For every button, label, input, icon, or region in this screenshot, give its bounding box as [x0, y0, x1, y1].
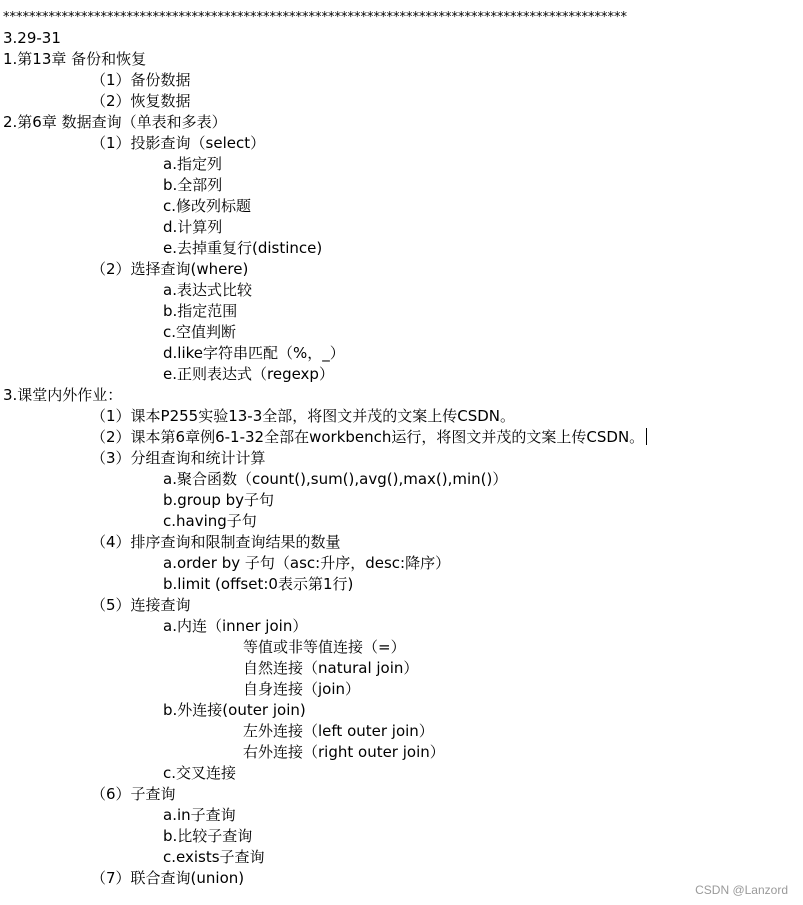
- sub-list-item: a.表达式比较: [163, 281, 252, 299]
- sub-list-item: b.group by子句: [163, 491, 275, 509]
- section-heading: 3.课堂内外作业：: [3, 386, 123, 404]
- sub-list-item: b.limit (offset:0表示第1行): [163, 575, 354, 593]
- text-cursor: [646, 428, 647, 445]
- sub-sub-list-item: 自然连接（natural join）: [243, 659, 419, 677]
- sub-list-item: c.exists子查询: [163, 848, 265, 866]
- sub-list-item: d.like字符串匹配（%，_）: [163, 344, 345, 362]
- sub-list-item: c.交叉连接: [163, 764, 237, 782]
- sub-list-item: a.in子查询: [163, 806, 236, 824]
- list-item: （3）分组查询和统计计算: [91, 449, 266, 467]
- document-body: [3, 7, 798, 889]
- sub-sub-list-item: 右外连接（right outer join）: [243, 743, 445, 761]
- sub-list-item: d.计算列: [163, 218, 223, 236]
- csdn-watermark: CSDN @Lanzord: [695, 883, 788, 897]
- section-heading: 1.第13章 备份和恢复: [3, 50, 147, 68]
- sub-list-item: b.指定范围: [163, 302, 238, 320]
- sub-sub-list-item: 左外连接（left outer join）: [243, 722, 434, 740]
- list-item: （4）排序查询和限制查询结果的数量: [91, 533, 341, 551]
- sub-sub-list-item: 等值或非等值连接（=）: [243, 638, 406, 656]
- list-item: （7）联合查询(union): [91, 869, 245, 887]
- section-heading: 2.第6章 数据查询（单表和多表）: [3, 113, 227, 131]
- sub-list-item: c.空值判断: [163, 323, 237, 341]
- date-line: 3.29-31: [3, 29, 61, 47]
- sub-list-item: b.外连接(outer join): [163, 701, 306, 719]
- list-item: （1）备份数据: [91, 71, 191, 89]
- sub-list-item: e.正则表达式（regexp）: [163, 365, 334, 383]
- separator-line: ************************************************************************************************: [3, 10, 627, 25]
- list-item-text: （2）课本第6章例6-1-32全部在workbench运行，将图文并茂的文案上传CSDN。: [91, 428, 645, 446]
- sub-list-item: a.聚合函数（count(),sum(),avg(),max(),min()）: [163, 470, 508, 488]
- sub-list-item: c.having子句: [163, 512, 257, 530]
- sub-list-item: a.内连（inner join）: [163, 617, 308, 635]
- sub-list-item: b.全部列: [163, 176, 223, 194]
- sub-list-item: e.去掉重复行(distince): [163, 239, 323, 257]
- sub-list-item: c.修改列标题: [163, 197, 252, 215]
- list-item-with-cursor: [3, 427, 798, 448]
- sub-list-item: a.指定列: [163, 155, 222, 173]
- list-item: （1）课本P255实验13-3全部，将图文并茂的文案上传CSDN。: [91, 407, 516, 425]
- list-item: （1）投影查询（select）: [91, 134, 266, 152]
- list-item: （6）子查询: [91, 785, 176, 803]
- sub-list-item: b.比较子查询: [163, 827, 253, 845]
- list-item: （2）恢复数据: [91, 92, 191, 110]
- list-item: （2）选择查询(where): [91, 260, 249, 278]
- sub-sub-list-item: 自身连接（join）: [243, 680, 361, 698]
- sub-list-item: a.order by 子句（asc:升序，desc:降序）: [163, 554, 451, 572]
- list-item: （5）连接查询: [91, 596, 191, 614]
